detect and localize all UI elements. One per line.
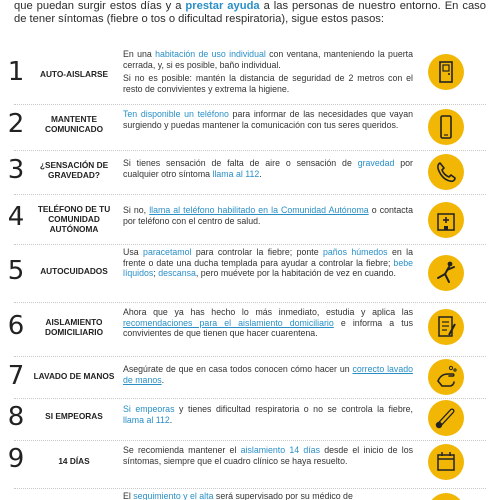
step-number: 8	[7, 402, 25, 432]
step-number: 4	[7, 202, 25, 232]
step-description: Ten disponible un teléfono para informar de las necesidades que vayan surgiendo y puedas mantener la comunicación con tus seres queridos.	[123, 109, 413, 130]
step-description: El seguimiento y el alta será supervisado por su médico de	[123, 491, 353, 500]
step-9	[0, 442, 500, 486]
step-description: Asegúrate de que en casa todos conocen cómo hacer un correcto lavado de manos.	[123, 364, 413, 385]
intro-highlight: prestar ayuda	[185, 0, 260, 12]
separator	[14, 244, 486, 245]
phone-handset-icon	[428, 154, 464, 190]
calendar-icon	[428, 444, 464, 480]
separator	[14, 356, 486, 357]
step-description: Ahora que ya has hecho lo más inmediato, estudia y aplica las recomendaciones para el aislamiento domiciliario e informa a tus convivientes de que tienen que hacer cuarentena.	[123, 307, 413, 339]
step-number: 5	[7, 256, 25, 286]
separator	[14, 194, 486, 195]
separator	[14, 440, 486, 441]
separator	[14, 302, 486, 303]
step-8	[0, 400, 500, 438]
separator	[14, 488, 486, 489]
step-description: Si empeoras y tienes dificultad respiratoria o no se controla la fiebre, llama al 112.	[123, 404, 413, 425]
step-label: MANTENTE COMUNICADO	[44, 114, 104, 134]
intro-text-pre: que puedan surgir estos días y a	[14, 0, 186, 12]
step-5	[0, 246, 500, 300]
step-number: 7	[7, 361, 25, 391]
step-number: 3	[7, 155, 25, 185]
smartphone-icon	[428, 109, 464, 145]
step-1	[0, 46, 500, 102]
step-7	[0, 358, 500, 396]
separator	[14, 398, 486, 399]
intro-text-post: a las personas de nuestro entorno. En caso de tener síntomas (fiebre o tos o dificultad respiratoria), sigue estos pasos:	[14, 0, 486, 25]
step-label: AISLAMIENTO DOMICILIARIO	[44, 317, 104, 337]
step-label: 14 DÍAS	[58, 456, 90, 466]
stretching-person-icon	[428, 255, 464, 291]
step-description: Si no, llama al teléfono habilitado en la Comunidad Autónoma o contacta por teléfono con el centro de salud.	[123, 205, 413, 226]
step-description: Usa paracetamol para controlar la fiebre; ponte paños húmedos en la frente o date una ducha templada para ayudar a controlar la fiebre; bebe líquidos; descansa, pero muévete por la habitación de vez en cuando.	[123, 247, 413, 279]
step-number: 6	[7, 311, 25, 341]
step-label: SI EMPEORAS	[45, 411, 103, 421]
step-description: Si tienes sensación de falta de aire o sensación de gravedad por cualquier otro síntoma llama al 112.	[123, 158, 413, 179]
step-label: AUTO-AISLARSE	[39, 69, 109, 79]
step-description: En una habitación de uso individual con ventana, manteniendo la puerta cerrada, y, si es posible, baño individual. Si no es posible: mantén la distancia de seguridad de 2 metros con el resto de convivientes y extrema la higiene.	[123, 49, 414, 94]
hospital-icon	[428, 202, 464, 238]
partial-icon	[428, 493, 464, 500]
step-number: 1	[7, 57, 25, 87]
step-description: Se recomienda mantener el aislamiento 14 días desde el inicio de los síntomas, siempre que el cuadro clínico se haya resuelto.	[123, 445, 413, 466]
hand-washing-icon	[428, 359, 464, 395]
door-icon	[428, 54, 464, 90]
step-label: ¿SENSACIÓN DE GRAVEDAD?	[39, 160, 109, 180]
intro-paragraph	[14, 0, 486, 26]
step-label: LAVADO DE MANOS	[33, 371, 115, 381]
step-label: AUTOCUIDADOS	[40, 266, 108, 276]
step-3	[0, 152, 500, 192]
step-label: TELÉFONO DE TU COMUNIDAD AUTÓNOMA	[37, 204, 111, 234]
separator	[14, 150, 486, 151]
step-10-partial	[0, 490, 500, 500]
step-number: 9	[7, 444, 25, 474]
step-4	[0, 196, 500, 242]
thermometer-icon	[428, 400, 464, 436]
separator	[14, 104, 486, 105]
document-pen-icon	[428, 309, 464, 345]
step-6	[0, 304, 500, 354]
step-2	[0, 106, 500, 148]
step-number: 2	[7, 109, 25, 139]
